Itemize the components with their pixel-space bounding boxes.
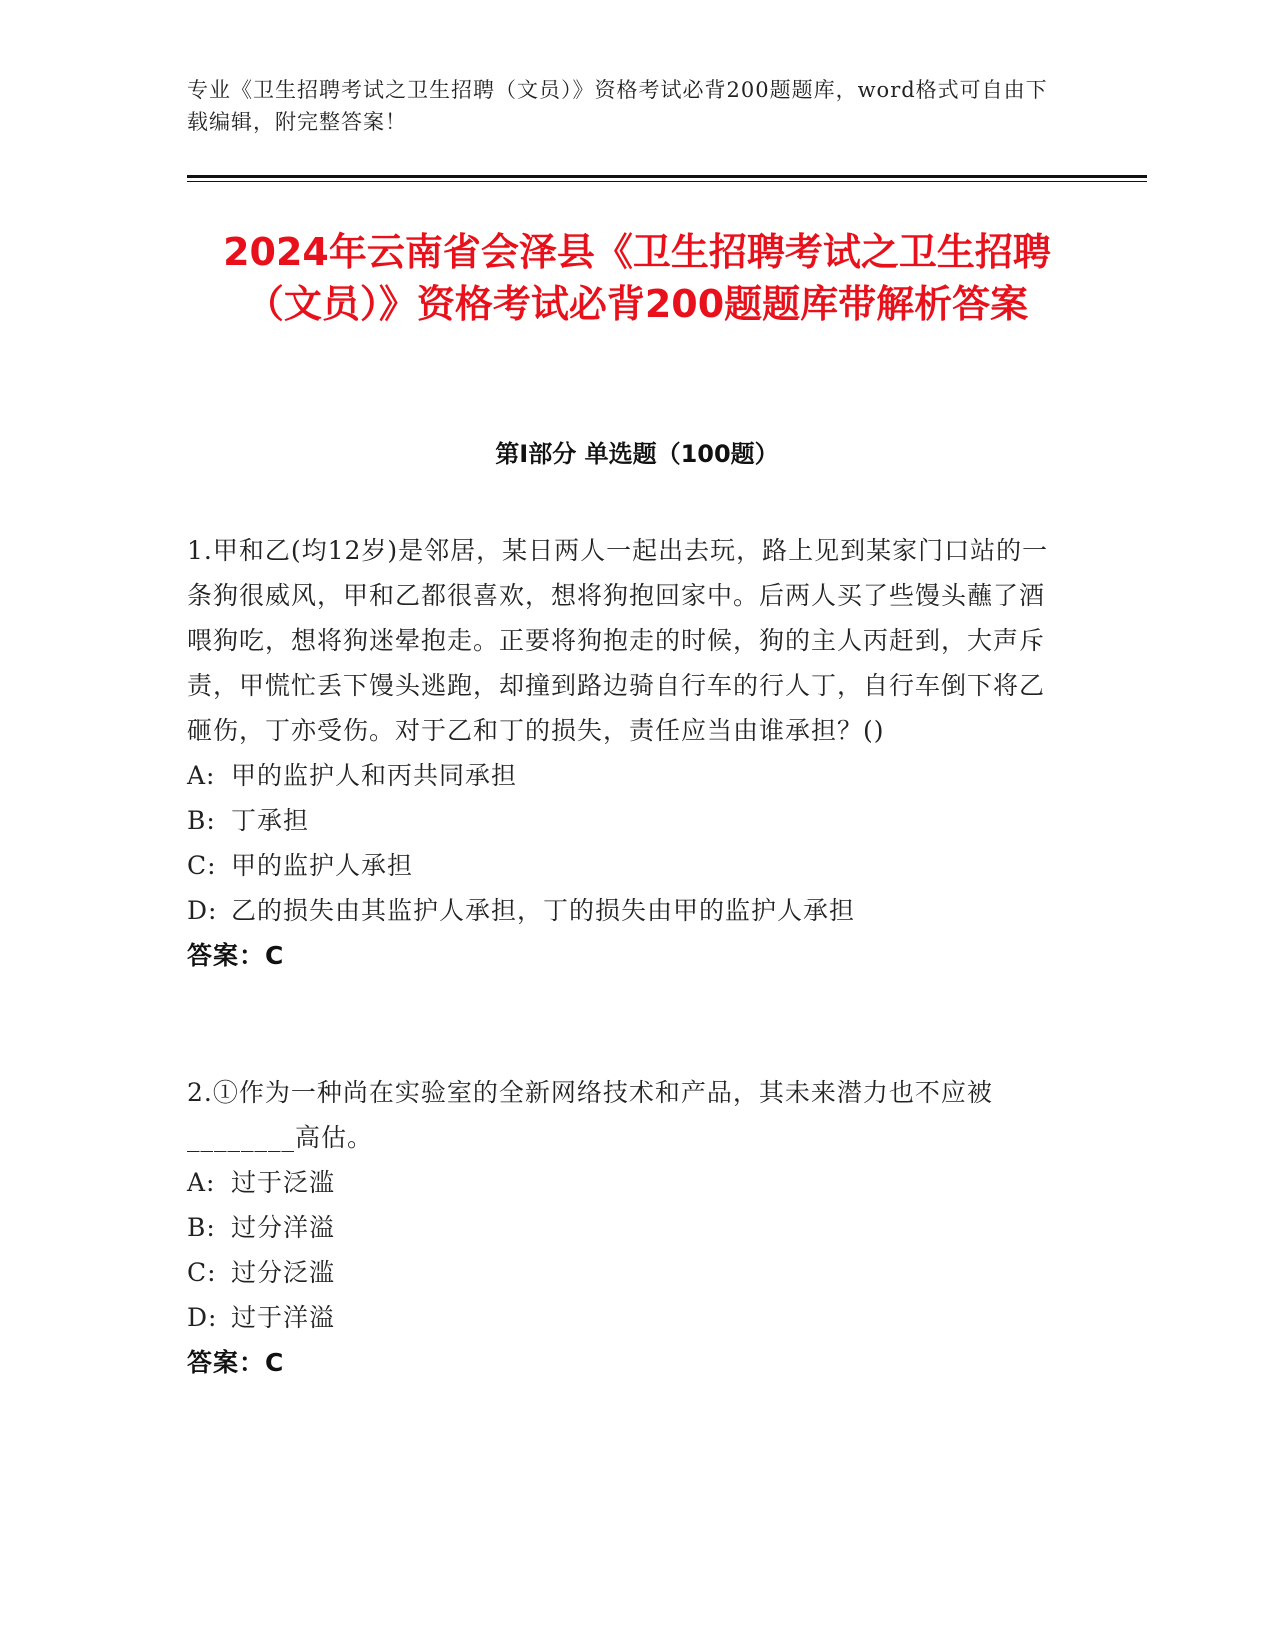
option-letter: A: xyxy=(187,761,216,790)
option-d xyxy=(187,1295,1067,1340)
option-c xyxy=(187,843,1067,888)
option-text: 甲的监护人承担 xyxy=(231,851,414,880)
option-a xyxy=(187,753,1067,798)
option-b xyxy=(187,798,1067,843)
option-text: 过于洋溢 xyxy=(231,1303,336,1332)
option-text: 过分泛滥 xyxy=(231,1258,336,1287)
option-text: 丁承担 xyxy=(231,806,310,835)
option-letter: D: xyxy=(187,896,218,925)
answer-line: 答案：C xyxy=(187,1348,285,1377)
option-d xyxy=(187,888,1067,933)
option-letter: A: xyxy=(187,1168,216,1197)
option-letter: B: xyxy=(187,806,216,835)
question-stem: 1.甲和乙(均12岁)是邻居，某日两人一起出去玩，路上见到某家门口站的一条狗很威风，甲和乙都很喜欢，想将狗抱回家中。后两人买了些馒头蘸了酒喂狗吃，想将狗迷晕抱走。正要将狗抱走的时候，狗的主人丙赶到，大声斥责，甲慌忙丢下馒头逃跑，却撞到路边骑自行车的行人丁，自行车倒下将乙砸伤，丁亦受伤。对于乙和丁的损失，责任应当由谁承担？() xyxy=(187,536,1049,745)
option-text: 过于泛滥 xyxy=(231,1168,336,1197)
option-letter: B: xyxy=(187,1213,216,1242)
option-text: 过分洋溢 xyxy=(231,1213,336,1242)
header-rule-thin xyxy=(187,181,1147,182)
option-letter: D: xyxy=(187,1303,218,1332)
question-2 xyxy=(187,1070,1067,1385)
section-title: 第Ⅰ部分 单选题（100题） xyxy=(495,440,779,468)
header-note: 专业《卫生招聘考试之卫生招聘（文员）》资格考试必背200题题库，word格式可自由下载编辑，附完整答案！ xyxy=(187,78,1048,134)
option-text: 甲的监护人和丙共同承担 xyxy=(231,761,518,790)
option-c xyxy=(187,1250,1067,1295)
question-1 xyxy=(187,528,1067,978)
option-a xyxy=(187,1160,1067,1205)
option-text: 乙的损失由其监护人承担，丁的损失由甲的监护人承担 xyxy=(231,896,856,925)
header-rule-thick xyxy=(187,175,1147,178)
option-b xyxy=(187,1205,1067,1250)
answer-line: 答案：C xyxy=(187,941,285,970)
document-title: 2024年云南省会泽县《卫生招聘考试之卫生招聘（文员）》资格考试必背200题题库带解析答案 xyxy=(223,230,1051,326)
option-letter: C: xyxy=(187,851,217,880)
option-letter: C: xyxy=(187,1258,217,1287)
question-stem: 2.①作为一种尚在实验室的全新网络技术和产品，其未来潜力也不应被________高估。 xyxy=(187,1078,993,1152)
